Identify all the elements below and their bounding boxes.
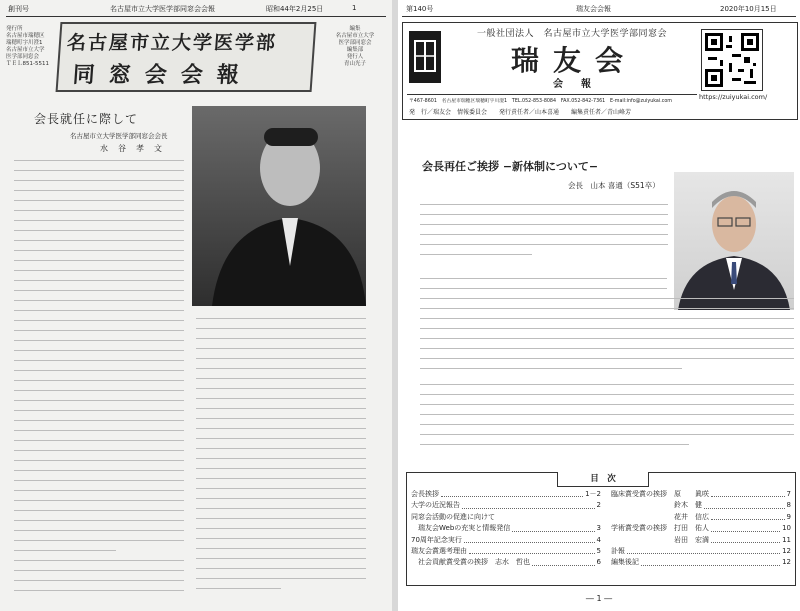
toc-leader-dots xyxy=(711,489,785,497)
portrait-placeholder-icon xyxy=(192,106,366,306)
toc-entry[interactable] xyxy=(411,557,601,568)
right-header-rule xyxy=(402,16,796,17)
toc-leader-dots xyxy=(711,512,785,520)
toc-entry[interactable] xyxy=(611,512,791,523)
left-publisher-block: 発行所 名古屋市瑞穂区 瑞穂町字川澄1 名古屋市立大学 医学部同窓会 ＴＥＬ851-5511 xyxy=(6,26,49,67)
toc-entry-title: 同窓会活動の促進に向けて xyxy=(411,512,495,521)
right-article-title: 会長再任ご挨拶 −新体制について− xyxy=(422,160,599,173)
toc-entry-page: 4 xyxy=(596,535,601,544)
toc-entry[interactable] xyxy=(611,500,791,511)
emblem-icon xyxy=(409,31,441,83)
toc-entry-title: 70周年記念実行 xyxy=(411,535,462,544)
left-page-number: 1 xyxy=(352,4,357,12)
left-body-text-col2 xyxy=(196,318,366,598)
toc-entry-title: 鈴木 健 xyxy=(611,501,702,510)
toc-entry[interactable] xyxy=(411,500,601,511)
toc-leader-dots xyxy=(627,546,780,554)
toc-entry-title: 社会貢献賞受賞の挨拶 志水 哲也 xyxy=(411,558,530,567)
left-editor-block: 編集 名古屋市立大学 医学部同窓会 編集部 発行人 青山光子 xyxy=(335,26,375,67)
toc-leader-dots xyxy=(532,557,595,565)
right-staff-line: 発 行／瑞友会 情報委員会 発行責任者／山本喜通 編集責任者／青山峰芳 xyxy=(409,109,632,116)
right-footer-page-number: ― 1 ― xyxy=(585,594,613,603)
toc-entry-page: 3 xyxy=(596,524,601,533)
toc-entry[interactable] xyxy=(411,535,601,546)
toc-right-column xyxy=(611,489,791,569)
toc-entry-title: 花井 信広 xyxy=(611,512,709,521)
right-address-line: 〒467-8601 名古屋市瑞穂区瑞穂町字川澄1 TEL.052-853-8084 FAX.052-842-7361 E-mail:info@zuiyukai.com xyxy=(409,99,672,104)
left-author-affiliation: 名古屋市立大学医学部同窓会会長 xyxy=(70,132,168,140)
toc-entry-page: 6 xyxy=(596,558,601,567)
right-publication-name: 瑞友会会報 xyxy=(576,5,611,13)
toc-entry-title: 編集後記 xyxy=(611,558,639,567)
toc-leader-dots xyxy=(497,512,599,520)
toc-entry-page: 2 xyxy=(596,501,601,510)
right-url[interactable]: https://zuiyukai.com/ xyxy=(699,93,768,101)
toc-entry[interactable] xyxy=(411,523,601,534)
toc-leader-dots xyxy=(641,557,780,565)
toc-leader-dots xyxy=(462,500,595,508)
right-issue-label: 第140号 xyxy=(406,5,434,13)
toc-entry-title: 訃報 xyxy=(611,547,625,556)
toc-entry-page: 8 xyxy=(786,501,791,510)
toc-entry-title: 瑞友会Webの充実と情報発信 xyxy=(411,524,511,533)
left-title-line-1: 名古屋市立大学医学部 xyxy=(66,32,278,54)
toc-entry-page: 12 xyxy=(782,558,791,567)
toc-left-column xyxy=(411,489,601,569)
toc-entry-page: 7 xyxy=(786,490,791,498)
left-article-title: 会長就任に際して xyxy=(34,112,139,126)
left-page xyxy=(0,0,392,611)
right-body-paragraph-1 xyxy=(420,204,668,264)
qr-code-icon[interactable] xyxy=(701,29,763,91)
left-issue-label: 創刊号 xyxy=(8,5,29,13)
toc-entry[interactable] xyxy=(611,557,791,568)
toc-entry-title: 瑞友会賞選考理由 xyxy=(411,547,467,556)
toc-entry-page: 1－2 xyxy=(585,490,601,498)
right-body-paragraph-3 xyxy=(420,384,794,454)
toc-leader-dots xyxy=(512,523,594,531)
right-org-line: 一般社団法人 名古屋市立大学医学部同窓会 xyxy=(477,29,668,39)
toc-entry-title: 学術賞受賞の挨拶 打田 佑人 xyxy=(611,524,709,533)
left-title-line-2: 同窓会会報 xyxy=(71,62,254,88)
right-body-paragraph-2 xyxy=(420,278,794,378)
toc-leader-dots xyxy=(469,546,595,554)
right-date: 2020年10月15日 xyxy=(720,5,777,13)
toc-entry-title: 臨床賞受賞の挨拶 原 眞咲 xyxy=(611,490,709,498)
toc-entry[interactable] xyxy=(611,489,791,500)
left-header-rule xyxy=(6,16,386,17)
toc-entry-page: 9 xyxy=(786,512,791,521)
toc-entry[interactable] xyxy=(611,546,791,557)
left-publication-name: 名古屋市立大学医学部同窓会会報 xyxy=(110,5,215,13)
toc-entry[interactable] xyxy=(411,546,601,557)
toc-leader-dots xyxy=(441,489,583,497)
left-body-text-col1 xyxy=(14,160,184,600)
right-subtitle: 会 報 xyxy=(553,79,595,90)
toc-entry-page: 11 xyxy=(782,535,791,544)
right-page xyxy=(398,0,800,611)
right-masthead xyxy=(402,22,798,120)
left-masthead xyxy=(6,22,386,92)
left-portrait-photo xyxy=(192,106,366,306)
left-title-box xyxy=(56,22,317,92)
toc-leader-dots xyxy=(464,535,595,543)
toc-leader-dots xyxy=(711,523,780,531)
toc-entry-page: 10 xyxy=(782,524,791,533)
left-date: 昭和44年2月25日 xyxy=(266,5,324,13)
toc-entry-page: 5 xyxy=(596,547,601,556)
right-title: 瑞友会 xyxy=(511,44,638,77)
toc-entry-page: 12 xyxy=(782,547,791,556)
toc-entry-title: 岩田 宏満 xyxy=(611,535,709,544)
toc-leader-dots xyxy=(711,535,780,543)
toc-title: 目 次 xyxy=(557,472,649,487)
left-author-name: 水 谷 孝 文 xyxy=(100,144,163,153)
right-article-byline: 会長 山本 喜通（S51卒） xyxy=(568,181,660,190)
toc-entry-title: 会長挨拶 xyxy=(411,490,439,498)
toc-leader-dots xyxy=(704,500,785,508)
toc-entry[interactable] xyxy=(411,512,601,523)
masthead-rule xyxy=(407,94,697,95)
toc-entry[interactable] xyxy=(411,489,601,500)
toc-entry[interactable] xyxy=(611,523,791,534)
toc-entry[interactable] xyxy=(611,535,791,546)
toc-entry-title: 大学の近況報告 xyxy=(411,501,460,510)
table-of-contents xyxy=(406,472,796,586)
